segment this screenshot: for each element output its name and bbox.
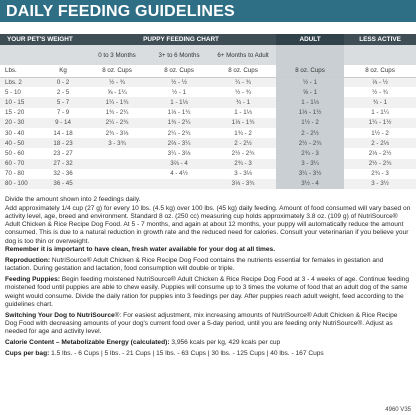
puppy-0-3-cell: [86, 179, 148, 189]
title-bar: [0, 0, 416, 22]
table-row: [0, 148, 416, 158]
puppy-age-0-3: 0 to 3 Months: [86, 45, 148, 65]
weight-lbs-cell: 70 - 80: [0, 169, 40, 179]
weight-lbs-cell: 15 - 20: [0, 108, 40, 118]
puppy-0-3-cell: ⅝ - 1¼: [86, 87, 148, 97]
switching-text: ®: For easiest adjustment, mix increasing amounts of NutriSource® Adult Chicken & Rice Recipe Dog Food with decreasing amounts of your dog's current food over a 5-day period, until you are feeding only NutriSource®. Adjust as needed for age and activity level.: [5, 311, 398, 336]
puppy-0-3-cell: [86, 169, 148, 179]
weight-lbs-cell: 10 - 15: [0, 97, 40, 107]
less-active-cell: 2½ - 2¾: [344, 159, 416, 169]
weight-lbs-cell: 5 - 10: [0, 87, 40, 97]
puppy-3-6-cell: 1 - 1⅓: [148, 97, 210, 107]
unit-kg: Kg: [40, 65, 86, 77]
puppy-3-6-cell: 3⅔ - 4: [148, 159, 210, 169]
reproduction-label: Reproduction:: [5, 257, 51, 265]
adult-cell: 1½ - 2: [276, 118, 344, 128]
puppy-header: PUPPY FEEDING CHART: [86, 34, 276, 45]
puppy-0-3-cell: 2¼ - 2¾: [86, 118, 148, 128]
puppy-3-6-cell: 4 - 4½: [148, 169, 210, 179]
puppy-3-6-cell: ½ - 1: [148, 87, 210, 97]
cups-per-bag-section: [5, 350, 411, 358]
puppy-6-adult-cell: 3⅓ - 3¾: [210, 179, 276, 189]
table-row: [0, 169, 416, 179]
weight-kg-cell: 14 - 18: [40, 128, 86, 138]
calorie-label: Calorie Content – Metabolizable Energy (calculated):: [5, 338, 170, 346]
weight-kg-cell: 5 - 7: [40, 97, 86, 107]
puppy-3-6-cell: 3¼ - 3⅔: [148, 148, 210, 158]
less-active-cell: ¾ - 1: [344, 97, 416, 107]
reproduction-section: [5, 257, 411, 273]
table-row: [0, 87, 416, 97]
puppy-3-6-cell: ½ - ½: [148, 77, 210, 87]
less-active-cell: 1 - 1¼: [344, 108, 416, 118]
puppy-6-adult-cell: ¾ - 1: [210, 97, 276, 107]
unit-cups-adult: 8 oz. Cups: [276, 65, 344, 77]
adult-header: ADULT: [276, 34, 344, 45]
cups-per-bag-text: 1.5 lbs. - 6 Cups | 5 lbs. - 21 Cups | 15 lbs. - 63 Cups | 30 lbs. - 125 Cups | 40 lbs. - 167 Cups: [49, 349, 324, 357]
puppy-0-3-cell: 2¾ - 3⅓: [86, 128, 148, 138]
calorie-text: 3,956 kcals per kg, 429 kcals per cup: [169, 338, 281, 346]
puppy-3-6-cell: [148, 179, 210, 189]
puppy-age-6-adult: 6+ Months to Adult: [210, 45, 276, 65]
table-row: [0, 138, 416, 148]
table-body: [0, 77, 416, 189]
less-active-cell: ⅓ - ½: [344, 77, 416, 87]
adult-cell: ½ - 1: [276, 77, 344, 87]
puppy-6-adult-cell: 2¾ - 3: [210, 159, 276, 169]
weight-lbs-cell: 20 - 30: [0, 118, 40, 128]
table-row: [0, 108, 416, 118]
adult-cell: 3½ - 4: [276, 179, 344, 189]
puppy-3-6-cell: 1⅓ - 1¾: [148, 108, 210, 118]
page-title: DAILY FEEDING GUIDELINES: [6, 3, 235, 20]
unit-cups-puppy-2: 8 oz. Cups: [148, 65, 210, 77]
puppy-6-adult-cell: 2 - 2½: [210, 138, 276, 148]
less-active-cell: 2⅓ - 2½: [344, 148, 416, 158]
weight-kg-cell: 7 - 9: [40, 108, 86, 118]
table-row: [0, 97, 416, 107]
table-row: [0, 128, 416, 138]
cups-per-bag-label: Cups per bag:: [5, 349, 50, 357]
guidelines-text: [5, 196, 411, 358]
less-active-cell: ½ - ¾: [344, 87, 416, 97]
weight-lbs-cell: 30 - 40: [0, 128, 40, 138]
puppy-6-adult-cell: ¼ - ¾: [210, 77, 276, 87]
puppy-6-adult-cell: 2½ - 2¾: [210, 148, 276, 158]
weight-kg-cell: 36 - 45: [40, 179, 86, 189]
weight-kg-cell: 18 - 23: [40, 138, 86, 148]
puppy-0-3-cell: 1¼ - 1¾: [86, 97, 148, 107]
water-reminder: Remember it is important to have clean, fresh water available for your dog at all times.: [5, 246, 276, 254]
less-active-sub-blank: [344, 45, 416, 65]
adult-sub-blank: [276, 45, 344, 65]
weight-kg-cell: 32 - 36: [40, 169, 86, 179]
table-row: [0, 77, 416, 87]
adult-cell: 2 - 2½: [276, 128, 344, 138]
unit-cups-puppy-1: 8 oz. Cups: [86, 65, 148, 77]
puppy-3-6-cell: 2¼ - 2¾: [148, 128, 210, 138]
puppy-0-3-cell: ½ - ¾: [86, 77, 148, 87]
puppy-0-3-cell: 3 - 3¾: [86, 138, 148, 148]
puppy-6-adult-cell: 1 - 1⅓: [210, 108, 276, 118]
puppy-6-adult-cell: 1⅓ - 1¾: [210, 118, 276, 128]
weight-lbs-cell: Lbs. 2: [0, 77, 40, 87]
less-active-cell: 1½ - 2: [344, 128, 416, 138]
table-row: [0, 159, 416, 169]
amount-note: Add approximately 1/4 cup (27 g) for every 10 lbs. (4.5 kg) over 100 lbs. (45 kg) daily feeding. Amount of food consumed will vary based on activity level, age, breed and environment. Standard 8 oz. (250 cc) measuring cup holds approximately 3.8 oz. (109 g) of NutriSource® Adult Chicken & Rice Recipe Dog Food. At 5 - 7 months, and again at about 12 months, your puppy will automatically reduce the amount consumed. This is due to a natural reduction in growth rate and the reduced need for calories. Consult your veterinarian if you believe your dog is too thin or overweight.: [5, 204, 411, 245]
table-row: [0, 179, 416, 189]
puppy-0-3-cell: [86, 148, 148, 158]
weight-header: YOUR PET'S WEIGHT: [0, 34, 86, 45]
less-active-cell: 3 - 3½: [344, 179, 416, 189]
less-active-header: LESS ACTIVE: [344, 34, 416, 45]
puppy-age-3-6: 3+ to 6 Months: [148, 45, 210, 65]
switching-label: Switching Your Dog to NutriSource: [5, 311, 115, 319]
weight-lbs-cell: 60 - 70: [0, 159, 40, 169]
puppy-6-adult-cell: 1¾ - 2: [210, 128, 276, 138]
less-active-cell: 2¾ - 3: [344, 169, 416, 179]
unit-cups-less-active: 8 oz. Cups: [344, 65, 416, 77]
puppy-3-6-cell: 1¾ - 2¼: [148, 118, 210, 128]
weight-lbs-cell: 80 - 100: [0, 179, 40, 189]
weight-kg-cell: 0 - 2: [40, 77, 86, 87]
weight-kg-cell: 27 - 32: [40, 159, 86, 169]
unit-lbs: Lbs.: [0, 65, 40, 77]
weight-kg-cell: 9 - 14: [40, 118, 86, 128]
sub-head-blank: [0, 45, 86, 65]
less-active-cell: 1¼ - 1½: [344, 118, 416, 128]
feedings-note: Divide the amount shown into 2 feedings daily.: [5, 196, 141, 203]
reproduction-text: NutriSource® Adult Chicken & Rice Recipe Dog Food contains the nutrients essential for females in gestation and lactation. During gestation and lactation, food consumption will double or triple.: [5, 257, 384, 273]
adult-cell: 3 - 3¼: [276, 159, 344, 169]
puppy-6-adult-cell: ½ - ¾: [210, 87, 276, 97]
product-code: 4960 V35: [385, 407, 411, 413]
puppy-0-3-cell: 1¾ - 2¼: [86, 108, 148, 118]
feeding-table: [0, 34, 416, 189]
weight-lbs-cell: 40 - 50: [0, 138, 40, 148]
table-row: [0, 118, 416, 128]
adult-cell: 1⅓ - 1½: [276, 108, 344, 118]
adult-cell: ⅝ - 1: [276, 87, 344, 97]
adult-cell: 2½ - 2¾: [276, 138, 344, 148]
switching-section: [5, 312, 411, 337]
unit-cups-puppy-3: 8 oz. Cups: [210, 65, 276, 77]
feeding-puppies-label: Feeding Puppies:: [5, 276, 60, 284]
puppy-0-3-cell: [86, 159, 148, 169]
puppy-3-6-cell: 2⅔ - 3¼: [148, 138, 210, 148]
calorie-section: [5, 339, 411, 347]
weight-kg-cell: 23 - 27: [40, 148, 86, 158]
adult-cell: 1 - 1⅓: [276, 97, 344, 107]
feeding-puppies-text: Begin feeding moistened NutriSource® Adult Chicken & Rice Recipe Dog Food at 3 - 4 weeks of age. Continue feeding moistened food until puppies are able to chew easily. Puppies will consume up to 3 times the volume of food that an adult dog of the same weight would consume. Divide the daily ration for puppies into 3 feedings per day. After puppies reach adult weight, feed according to the guidelines chart.: [5, 276, 409, 308]
less-active-cell: 2 - 2⅓: [344, 138, 416, 148]
puppy-6-adult-cell: 3 - 3⅓: [210, 169, 276, 179]
adult-cell: 2¾ - 3: [276, 148, 344, 158]
feeding-puppies-section: [5, 276, 411, 309]
weight-kg-cell: 2 - 5: [40, 87, 86, 97]
weight-lbs-cell: 50 - 60: [0, 148, 40, 158]
adult-cell: 3¼ - 3½: [276, 169, 344, 179]
